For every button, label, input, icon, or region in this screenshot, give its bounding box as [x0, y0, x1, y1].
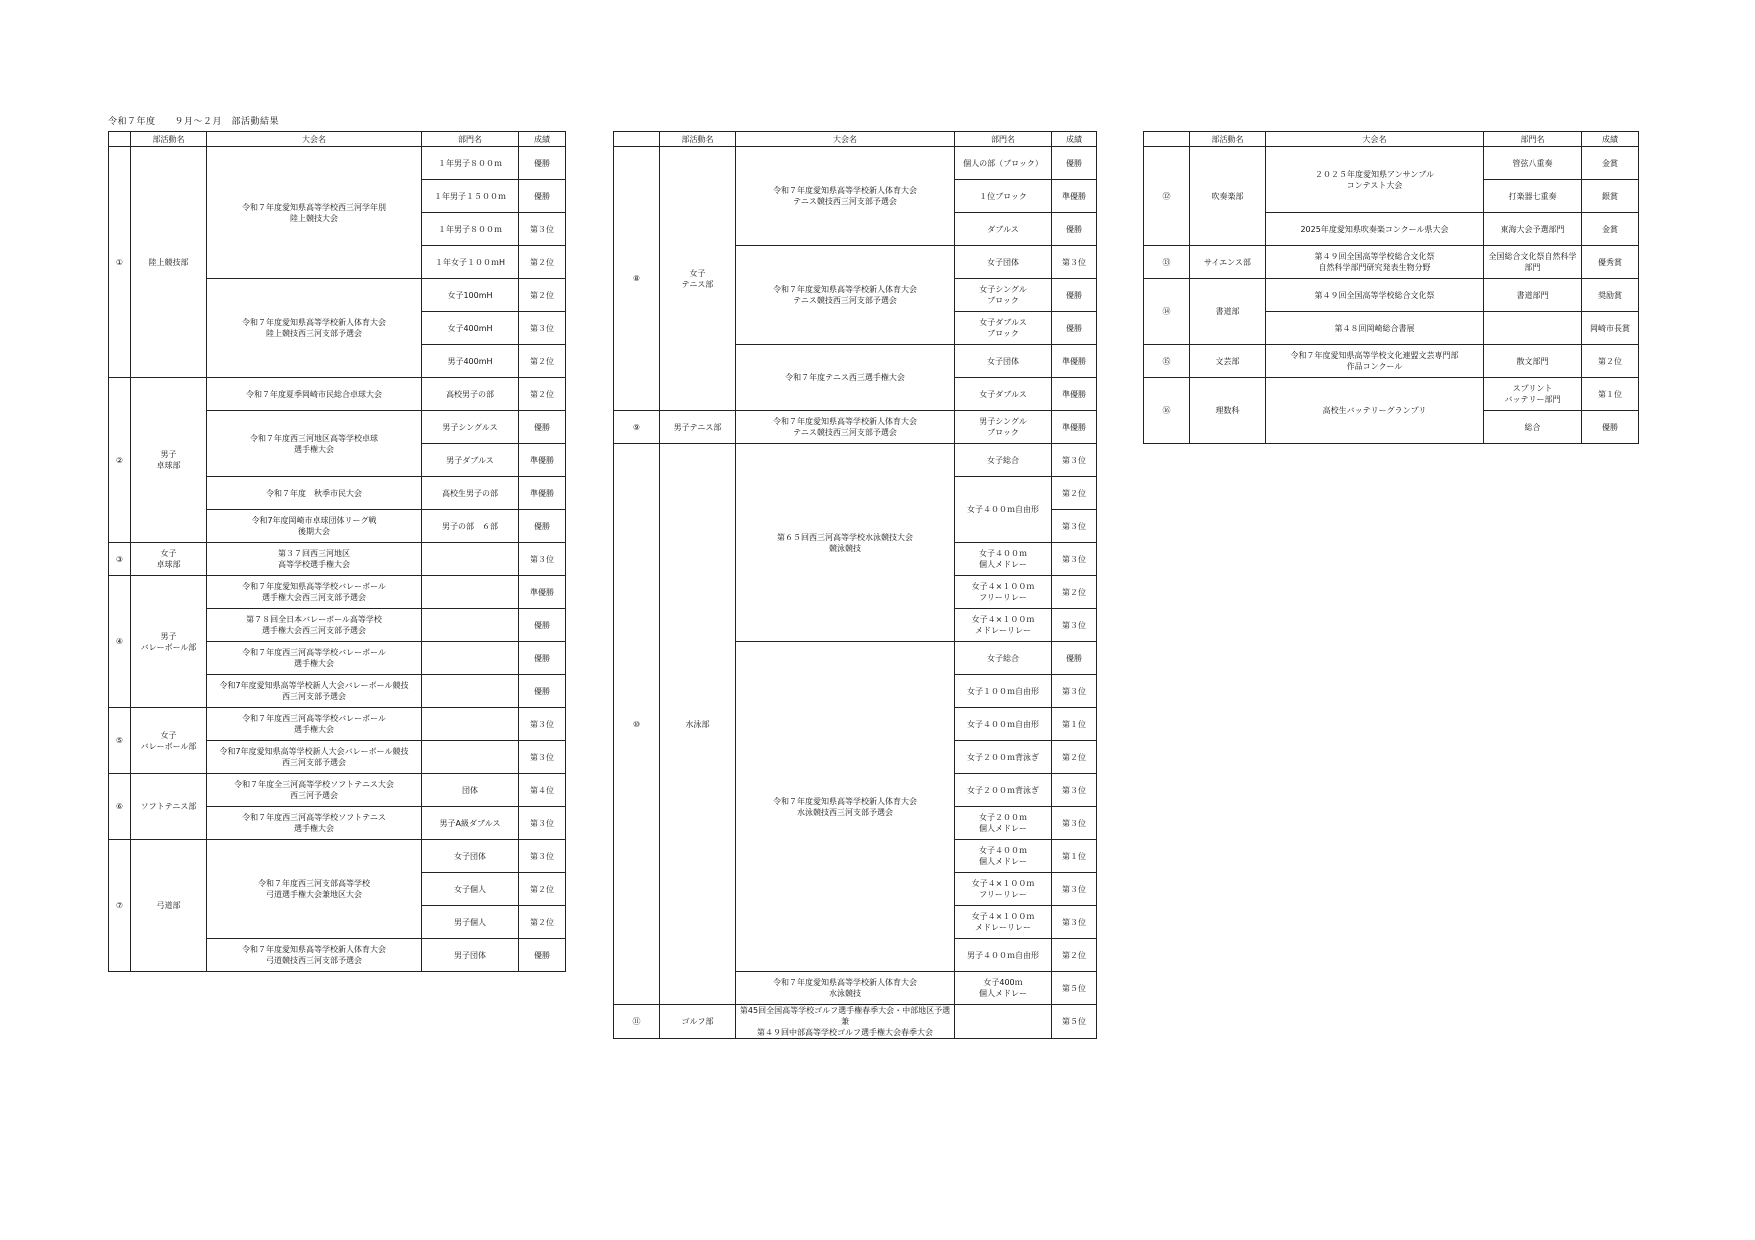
category-name: 女子総合 [955, 642, 1052, 675]
result-value: 第３位 [519, 213, 566, 246]
result-value: 第３位 [519, 543, 566, 576]
result-value: 優勝 [519, 411, 566, 444]
event-name: 令和７年度西三河高等学校バレーボール 選手権大会 [207, 642, 422, 675]
event-name: 令和７年度西三河地区高等学校卓球 選手権大会 [207, 411, 422, 477]
category-name: 女子団体 [955, 246, 1052, 279]
event-name: 令和７年度愛知県高等学校新人体育大会 テニス競技西三河支部予選会 [736, 147, 955, 246]
result-value: 第３位 [1052, 807, 1097, 840]
header-event: 大会名 [736, 132, 955, 147]
club-number: ⑥ [109, 774, 131, 840]
category-name: 男子400mH [422, 345, 519, 378]
result-value: 優勝 [519, 180, 566, 213]
header-result: 成績 [1052, 132, 1097, 147]
result-value: 第３位 [519, 708, 566, 741]
result-value: 第２位 [1582, 345, 1639, 378]
category-name: １年男子８００ｍ [422, 213, 519, 246]
category-name: 管弦八重奏 [1484, 147, 1582, 180]
header-row [1144, 132, 1639, 147]
category-name: 総合 [1484, 411, 1582, 444]
result-value: 第３位 [1052, 609, 1097, 642]
club-name: 水泳部 [660, 444, 736, 1005]
club-name: 男子 卓球部 [131, 378, 207, 543]
club-number: ① [109, 147, 131, 378]
category-name: 女子団体 [955, 345, 1052, 378]
table-row [109, 543, 566, 576]
result-value: 第１位 [1052, 708, 1097, 741]
result-value: 優勝 [519, 147, 566, 180]
category-name: 個人の部（ブロック） [955, 147, 1052, 180]
result-value: 第３位 [519, 741, 566, 774]
category-name [1484, 312, 1582, 345]
club-name: 理数科 [1190, 378, 1266, 444]
result-value: 優勝 [1052, 312, 1097, 345]
result-value: 第３位 [1052, 543, 1097, 576]
category-name: 女子400mH [422, 312, 519, 345]
header-result: 成績 [519, 132, 566, 147]
category-name [422, 675, 519, 708]
result-value: 第２位 [1052, 741, 1097, 774]
event-name: 令和７年度愛知県高等学校新人体育大会 陸上競技西三河支部予選会 [207, 279, 422, 378]
result-value: 第２位 [1052, 477, 1097, 510]
event-name: 令和７年度 秋季市民大会 [207, 477, 422, 510]
category-name: １位ブロック [955, 180, 1052, 213]
club-number: ⑤ [109, 708, 131, 774]
result-value: 第３位 [519, 312, 566, 345]
club-number: ⑪ [614, 1005, 660, 1039]
result-value: 優秀賞 [1582, 246, 1639, 279]
category-name: 女子個人 [422, 873, 519, 906]
table-row [109, 840, 566, 873]
category-name [422, 543, 519, 576]
club-name: ゴルフ部 [660, 1005, 736, 1039]
category-name: 女子シングル ブロック [955, 279, 1052, 312]
event-name: 第４９回全国高等学校総合文化祭 自然科学部門研究発表生物分野 [1266, 246, 1484, 279]
club-name: 女子 卓球部 [131, 543, 207, 576]
page-title: 令和７年度 ９月～２月 部活動結果 [108, 117, 280, 127]
table-row [109, 576, 566, 609]
result-value: 第３位 [1052, 510, 1097, 543]
event-name: 令和７年度愛知県高等学校バレーボール 選手権大会西三河支部予選会 [207, 576, 422, 609]
category-name: 女子４００ｍ 個人メドレー [955, 543, 1052, 576]
result-value: 第２位 [519, 378, 566, 411]
event-name: ２０２５年度愛知県アンサンブル コンテスト大会 [1266, 147, 1484, 213]
event-name: 令和７年度愛知県高等学校新人体育大会 テニス競技西三河支部予選会 [736, 246, 955, 345]
result-value: 第５位 [1052, 1005, 1097, 1039]
result-value: 第２位 [519, 345, 566, 378]
category-name: 女子ダブルス ブロック [955, 312, 1052, 345]
category-name: 打楽器七重奏 [1484, 180, 1582, 213]
category-name: 全国総合文化祭自然科学部門 [1484, 246, 1582, 279]
club-number: ⑩ [614, 444, 660, 1005]
category-name: 男子ダブルス [422, 444, 519, 477]
result-value: 第３位 [1052, 246, 1097, 279]
result-value: 第２位 [519, 279, 566, 312]
club-number: ⑧ [614, 147, 660, 411]
category-name: 高校生男子の部 [422, 477, 519, 510]
category-name: 女子ダブルス [955, 378, 1052, 411]
header-row [109, 132, 566, 147]
table-row [1144, 345, 1639, 378]
category-name [422, 576, 519, 609]
category-name [422, 609, 519, 642]
category-name [422, 708, 519, 741]
category-name: 高校男子の部 [422, 378, 519, 411]
result-value: 優勝 [519, 510, 566, 543]
result-value: 第３位 [1052, 444, 1097, 477]
header-club: 部活動名 [660, 132, 736, 147]
category-name: 女子２００ｍ背泳ぎ [955, 774, 1052, 807]
result-value: 優勝 [1052, 642, 1097, 675]
category-name: 女子４００ｍ自由形 [955, 708, 1052, 741]
header-num [614, 132, 660, 147]
category-name: 東海大会予選部門 [1484, 213, 1582, 246]
event-name: 第６５回西三河高等学校水泳競技大会 競泳競技 [736, 444, 955, 642]
event-name: 第４８回岡崎総合書展 [1266, 312, 1484, 345]
table-row [1144, 147, 1639, 180]
category-name: 男子４００ｍ自由形 [955, 939, 1052, 972]
table-row [1144, 378, 1639, 411]
category-name: 女子総合 [955, 444, 1052, 477]
result-value: 第３位 [1052, 906, 1097, 939]
category-name: 女子４×１００ｍ メドレーリレー [955, 609, 1052, 642]
table-row [614, 147, 1097, 180]
club-number: ⑦ [109, 840, 131, 972]
category-name: 女子４００ｍ自由形 [955, 477, 1052, 543]
category-name: 女子２００ｍ 個人メドレー [955, 807, 1052, 840]
category-name: 女子１００ｍ自由形 [955, 675, 1052, 708]
event-name: 2025年度愛知県吹奏楽コンクール県大会 [1266, 213, 1484, 246]
category-name: １年男子１５００ｍ [422, 180, 519, 213]
event-name: 令和7年度愛知県高等学校新人大会バレーボール競技 西三河支部予選会 [207, 675, 422, 708]
club-name: 文芸部 [1190, 345, 1266, 378]
result-value: 優勝 [1052, 147, 1097, 180]
event-name: 令和７年度西三河高等学校バレーボール 選手権大会 [207, 708, 422, 741]
category-name: 女子４×１００ｍ フリーリレー [955, 873, 1052, 906]
table-row [1144, 246, 1639, 279]
club-number: ⑫ [1144, 147, 1190, 246]
header-result: 成績 [1582, 132, 1639, 147]
result-value: 第２位 [1052, 939, 1097, 972]
event-name: 第７８回全日本バレーボール高等学校 選手権大会西三河支部予選会 [207, 609, 422, 642]
category-name [422, 642, 519, 675]
result-value: 奨励賞 [1582, 279, 1639, 312]
result-value: 優勝 [1052, 279, 1097, 312]
result-value: 第２位 [519, 873, 566, 906]
event-name: 令和7年度岡崎市卓球団体リーグ戦 後期大会 [207, 510, 422, 543]
result-value: 岡崎市長賞 [1582, 312, 1639, 345]
club-name: 陸上競技部 [131, 147, 207, 378]
category-name [955, 1005, 1052, 1039]
event-name: 令和７年度愛知県高等学校新人体育大会 水泳競技 [736, 972, 955, 1005]
result-value: 第３位 [1052, 675, 1097, 708]
results-table-left [108, 131, 566, 972]
result-value: 優勝 [519, 609, 566, 642]
result-value: 準優勝 [519, 576, 566, 609]
club-name: 女子 テニス部 [660, 147, 736, 411]
table-row [614, 1005, 1097, 1039]
header-club: 部活動名 [1190, 132, 1266, 147]
header-club: 部活動名 [131, 132, 207, 147]
result-value: 準優勝 [1052, 180, 1097, 213]
results-table-right [1143, 131, 1639, 444]
club-name: 男子テニス部 [660, 411, 736, 444]
result-value: 銀賞 [1582, 180, 1639, 213]
category-name: 女子２００ｍ背泳ぎ [955, 741, 1052, 774]
result-value: 優勝 [1052, 213, 1097, 246]
event-name: 第45回全国高等学校ゴルフ選手権春季大会・中部地区予選 兼 第４９回中部高等学校ゴルフ選手権大会春季大会 [736, 1005, 955, 1039]
category-name: 男子の部 ６部 [422, 510, 519, 543]
event-name: 令和７年度愛知県高等学校新人体育大会 テニス競技西三河支部予選会 [736, 411, 955, 444]
table-row [614, 411, 1097, 444]
result-value: 準優勝 [1052, 411, 1097, 444]
club-number: ⑯ [1144, 378, 1190, 444]
table-row [109, 708, 566, 741]
event-name: 高校生バッテリーグランプリ [1266, 378, 1484, 444]
category-name: 女子団体 [422, 840, 519, 873]
header-num [109, 132, 131, 147]
category-name: スプリント バッテリー部門 [1484, 378, 1582, 411]
header-row [614, 132, 1097, 147]
category-name: １年男子８００ｍ [422, 147, 519, 180]
result-value: 金賞 [1582, 147, 1639, 180]
club-name: 弓道部 [131, 840, 207, 972]
club-name: 書道部 [1190, 279, 1266, 345]
result-value: 準優勝 [1052, 345, 1097, 378]
event-name: 令和７年度夏季岡崎市民総合卓球大会 [207, 378, 422, 411]
result-value: 優勝 [519, 642, 566, 675]
result-value: 第４位 [519, 774, 566, 807]
category-name: 女子100mH [422, 279, 519, 312]
category-name: 女子４００ｍ 個人メドレー [955, 840, 1052, 873]
result-value: 第２位 [1052, 576, 1097, 609]
table-row [109, 378, 566, 411]
result-value: 第３位 [1052, 873, 1097, 906]
event-name: 第３７回西三河地区 高等学校選手権大会 [207, 543, 422, 576]
club-number: ③ [109, 543, 131, 576]
result-value: 優勝 [519, 939, 566, 972]
category-name: １年女子１００ｍH [422, 246, 519, 279]
table-row [1144, 279, 1639, 312]
club-number: ⑬ [1144, 246, 1190, 279]
event-name: 令和７年度西三河高等学校ソフトテニス 選手権大会 [207, 807, 422, 840]
category-name: 女子４×１００ｍ メドレーリレー [955, 906, 1052, 939]
category-name: 男子シングル ブロック [955, 411, 1052, 444]
result-value: 金賞 [1582, 213, 1639, 246]
result-value: 第１位 [1582, 378, 1639, 411]
category-name: ダブルス [955, 213, 1052, 246]
category-name: 男子個人 [422, 906, 519, 939]
result-value: 第１位 [1052, 840, 1097, 873]
results-table-middle [613, 131, 1097, 1039]
event-name: 令和７年度全三河高等学校ソフトテニス大会 西三河予選会 [207, 774, 422, 807]
result-value: 第３位 [519, 807, 566, 840]
club-name: 女子 バレーボール部 [131, 708, 207, 774]
result-value: 第２位 [519, 246, 566, 279]
result-value: 第５位 [1052, 972, 1097, 1005]
category-name: 男子A級ダブルス [422, 807, 519, 840]
club-name: ソフトテニス部 [131, 774, 207, 840]
result-value: 優勝 [1582, 411, 1639, 444]
category-name: 女子400ｍ 個人メドレー [955, 972, 1052, 1005]
category-name: 男子団体 [422, 939, 519, 972]
club-number: ② [109, 378, 131, 543]
table-row [109, 774, 566, 807]
table-row [109, 147, 566, 180]
result-value: 準優勝 [519, 477, 566, 510]
result-value: 準優勝 [519, 444, 566, 477]
event-name: 令和7年度愛知県高等学校新人大会バレーボール競技 西三河支部予選会 [207, 741, 422, 774]
category-name [422, 741, 519, 774]
event-name: 第４９回全国高等学校総合文化祭 [1266, 279, 1484, 312]
event-name: 令和７年度愛知県高等学校新人体育大会 弓道競技西三河支部予選会 [207, 939, 422, 972]
category-name: 書道部門 [1484, 279, 1582, 312]
club-number: ⑮ [1144, 345, 1190, 378]
category-name: 男子シングルス [422, 411, 519, 444]
table-row [614, 444, 1097, 477]
event-name: 令和７年度テニス西三選手権大会 [736, 345, 955, 411]
event-name: 令和７年度愛知県高等学校西三河学年別 陸上競技大会 [207, 147, 422, 279]
club-name: 吹奏楽部 [1190, 147, 1266, 246]
event-name: 令和７年度西三河支部高等学校 弓道選手権大会兼地区大会 [207, 840, 422, 939]
header-event: 大会名 [1266, 132, 1484, 147]
header-event: 大会名 [207, 132, 422, 147]
result-value: 第３位 [1052, 774, 1097, 807]
event-name: 令和７年度愛知県高等学校新人体育大会 水泳競技西三河支部予選会 [736, 642, 955, 972]
category-name: 女子４×１００ｍ フリーリレー [955, 576, 1052, 609]
club-number: ⑭ [1144, 279, 1190, 345]
category-name: 団体 [422, 774, 519, 807]
header-category: 部門名 [1484, 132, 1582, 147]
club-number: ⑨ [614, 411, 660, 444]
event-name: 令和７年度愛知県高等学校文化連盟文芸専門部 作品コンクール [1266, 345, 1484, 378]
header-category: 部門名 [422, 132, 519, 147]
club-number: ④ [109, 576, 131, 708]
club-name: サイエンス部 [1190, 246, 1266, 279]
result-value: 第３位 [519, 840, 566, 873]
category-name: 散文部門 [1484, 345, 1582, 378]
result-value: 第２位 [519, 906, 566, 939]
result-value: 優勝 [519, 675, 566, 708]
header-category: 部門名 [955, 132, 1052, 147]
club-name: 男子 バレーボール部 [131, 576, 207, 708]
result-value: 準優勝 [1052, 378, 1097, 411]
header-num [1144, 132, 1190, 147]
